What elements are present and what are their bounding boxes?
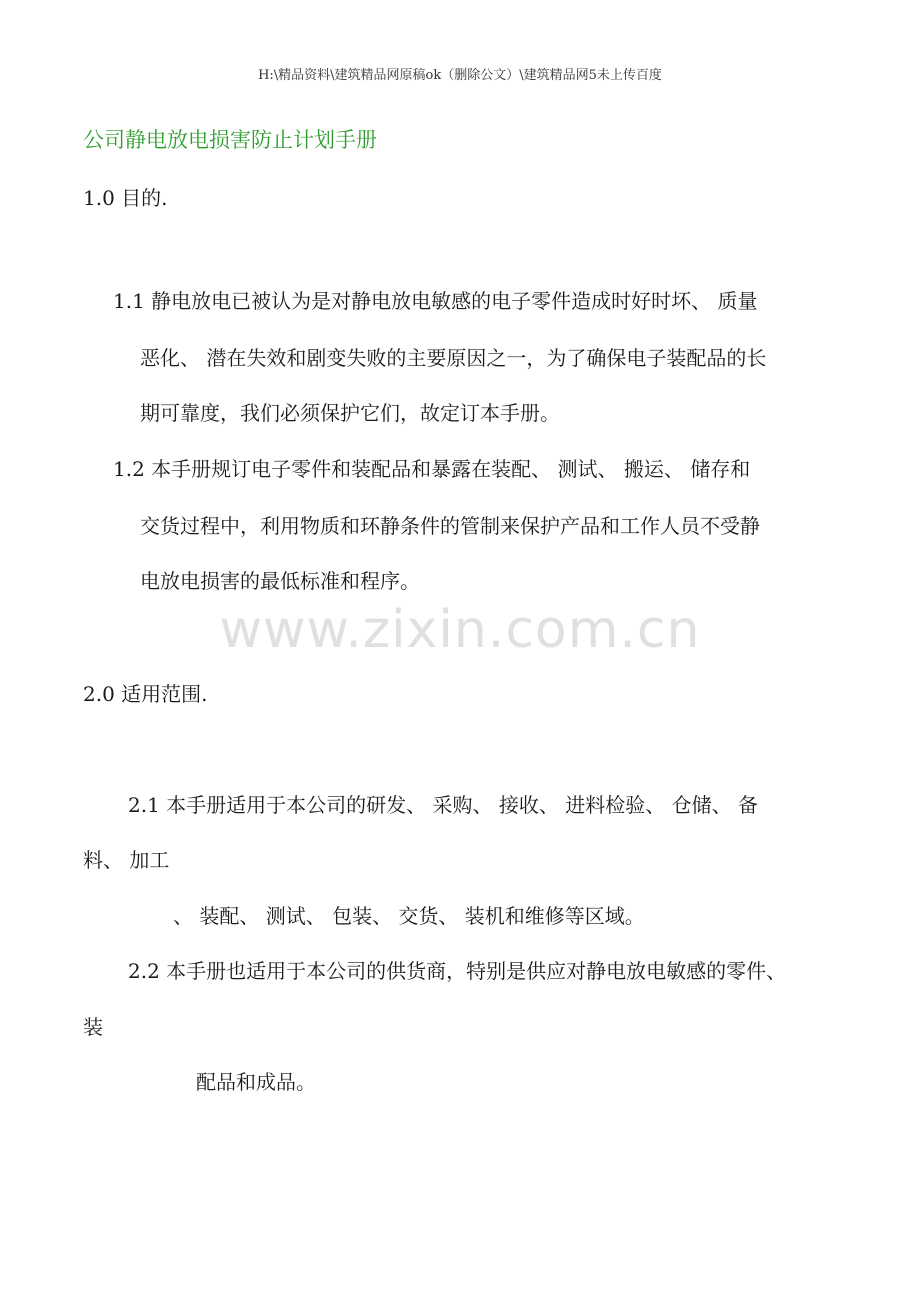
section-2-1-line-1: 2.1 本手册适用于本公司的研发、 采购、 接收、 进料检验、 仓储、 备	[128, 793, 758, 817]
section-2-2-line-1: 2.2 本手册也适用于本公司的供货商，特别是供应对静电放电敏感的零件、	[128, 959, 787, 983]
section-1-1-line-1: 1.1 静电放电已被认为是对静电放电敏感的电子零件造成时好时坏、 质量	[113, 289, 758, 313]
section-1-2-line-2: 交货过程中，利用物质和环静条件的管制来保护产品和工作人员不受静	[140, 514, 760, 538]
section-2-1-line-2: 料、 加工	[83, 848, 170, 872]
section-2-2-line-3: 配品和成品。	[196, 1070, 316, 1094]
section-2-heading: 2.0 适用范围.	[83, 682, 208, 706]
section-1-1-line-2: 恶化、 潜在失效和剧变失败的主要原因之一，为了确保电子装配品的长	[140, 346, 767, 370]
section-2-1-line-3: 、 装配、 测试、 包装、 交货、 装机和维修等区域。	[173, 904, 645, 928]
watermark: www.zixin.com.cn	[219, 600, 701, 660]
section-1-2-line-3: 电放电损害的最低标准和程序。	[140, 569, 420, 593]
section-2-2-line-2: 装	[83, 1015, 103, 1039]
section-1-heading: 1.0 目的.	[83, 186, 168, 210]
document-title: 公司静电放电损害防止计划手册	[83, 128, 377, 152]
header-file-path: H:\精品资料\建筑精品网原稿ok（删除公文）\建筑精品网5未上传百度	[258, 68, 662, 83]
section-1-1-line-3: 期可靠度，我们必须保护它们，故定订本手册。	[140, 401, 560, 425]
section-1-2-line-1: 1.2 本手册规订电子零件和装配品和暴露在装配、 测试、 搬运、 储存和	[113, 457, 751, 481]
